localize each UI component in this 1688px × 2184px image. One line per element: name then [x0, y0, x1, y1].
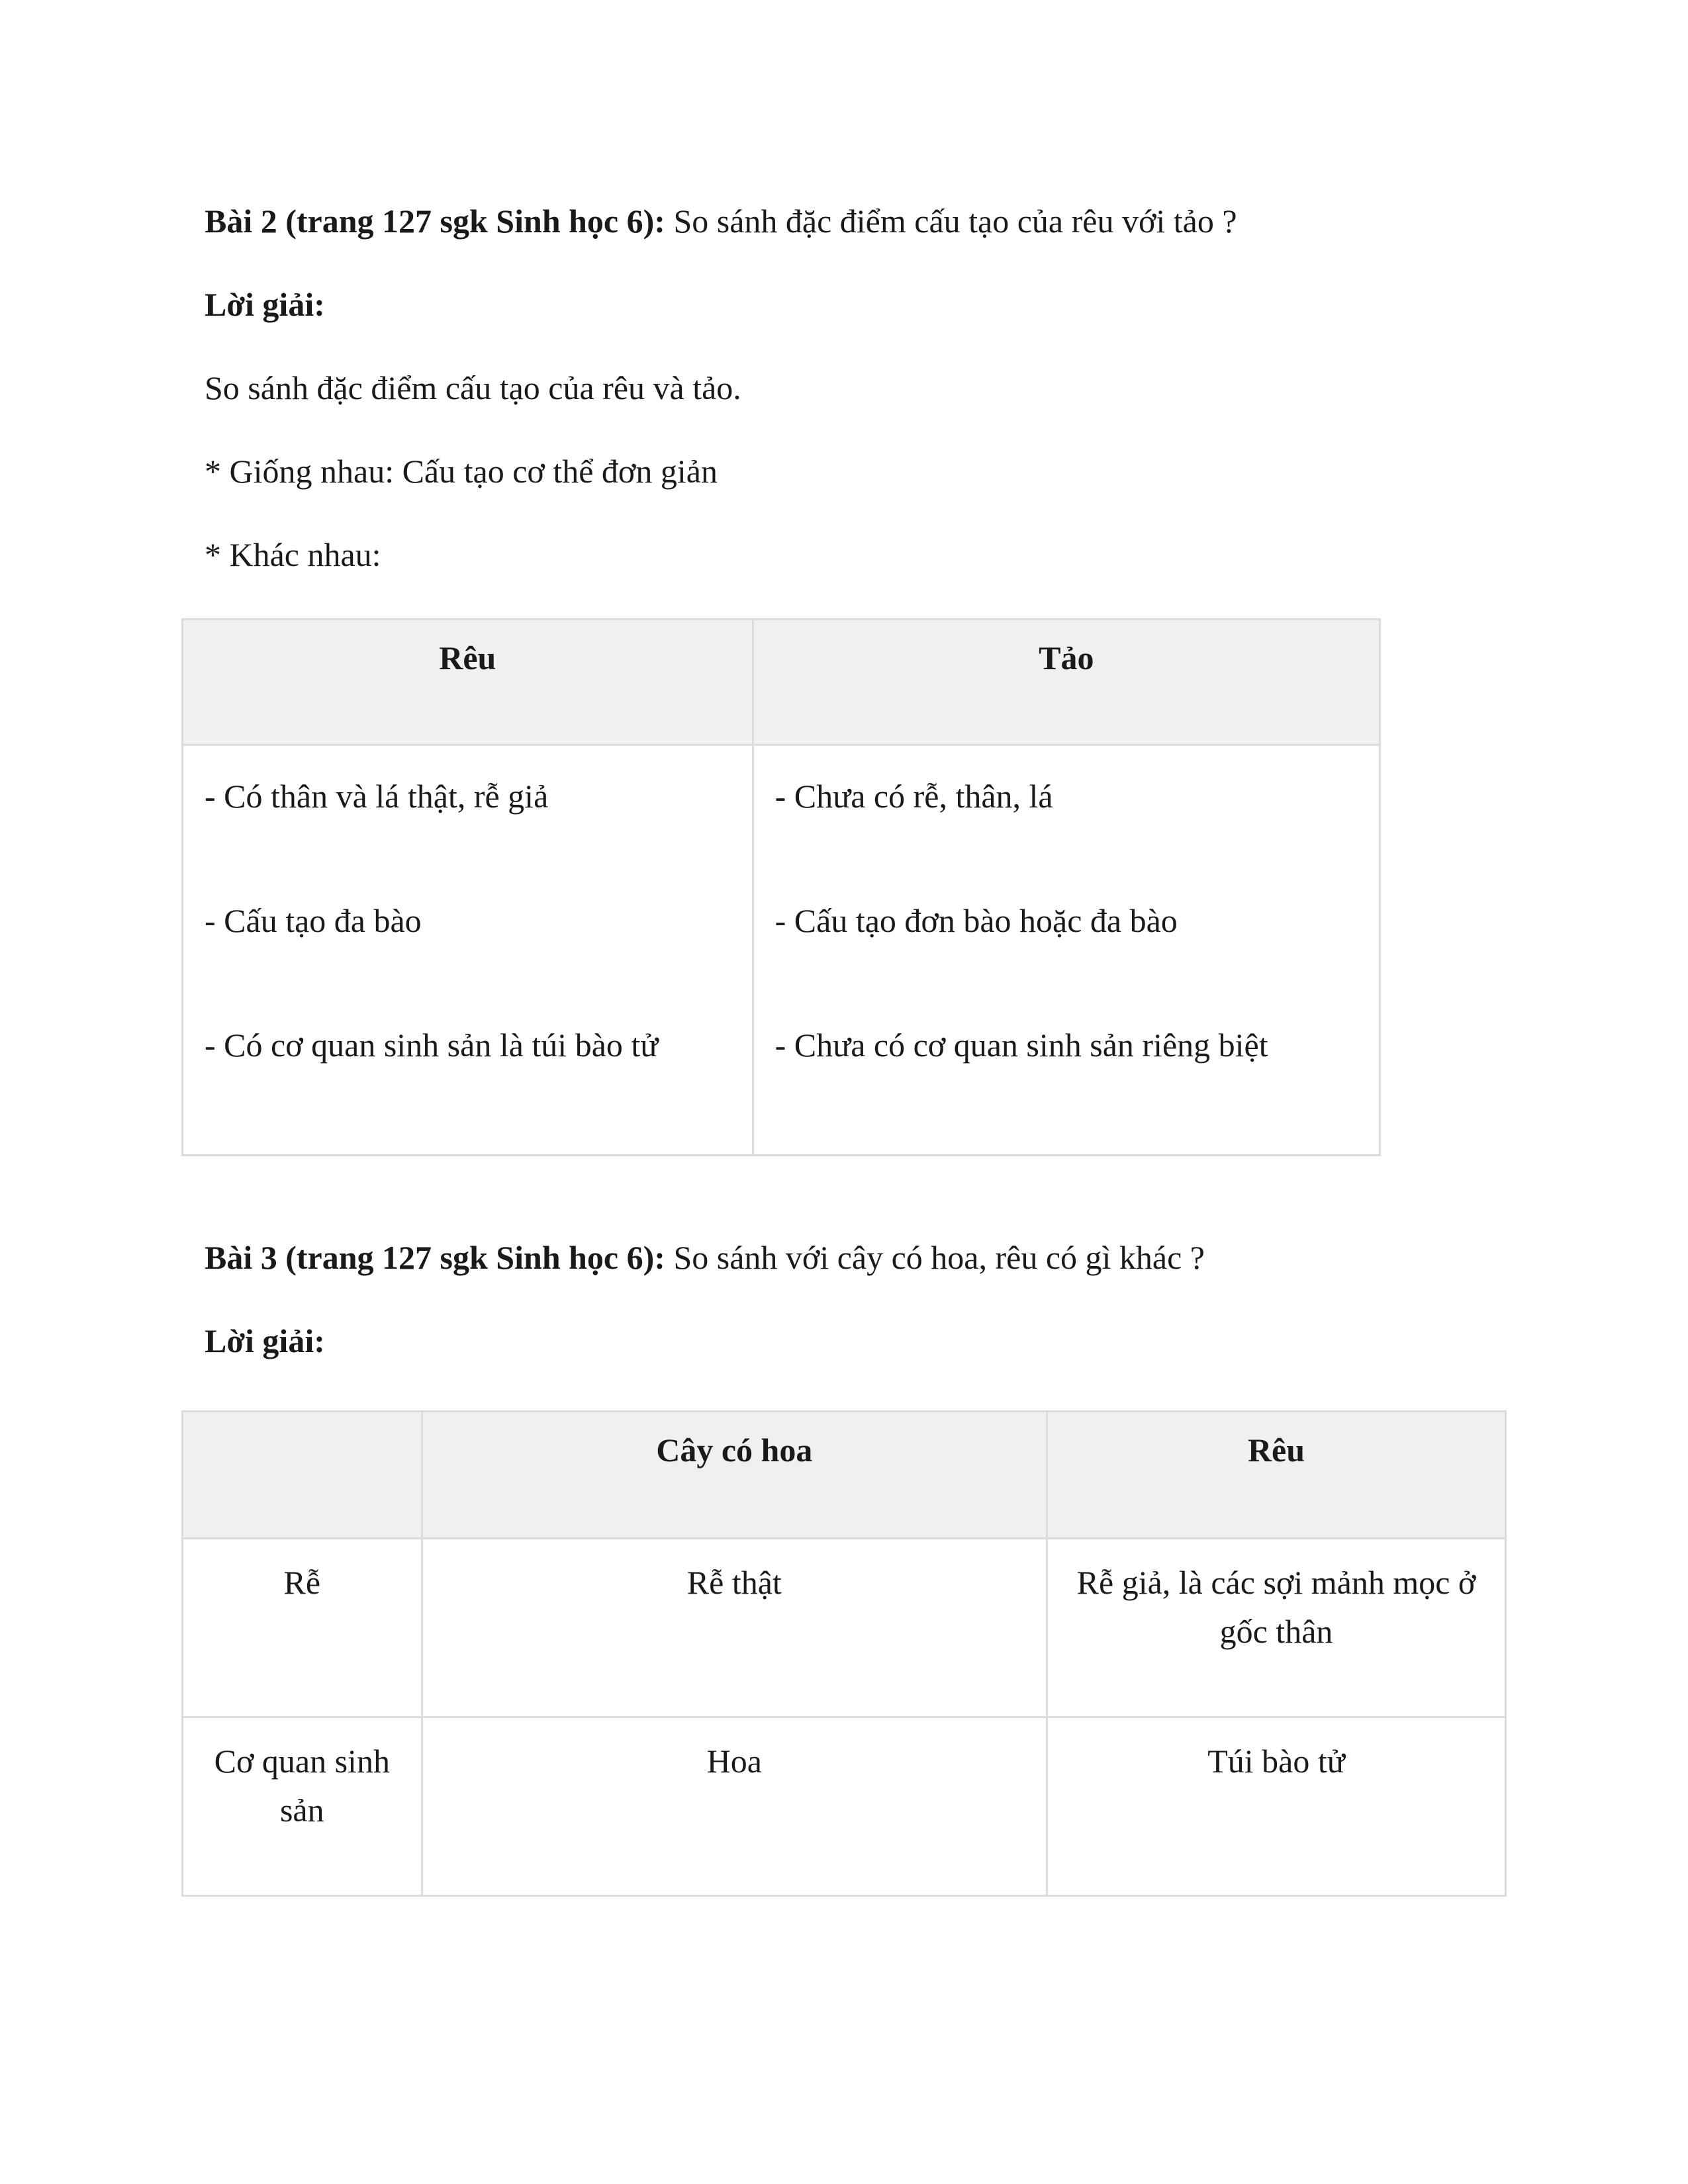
table-header-row [183, 619, 1380, 745]
bai2-question-text: So sánh đặc điểm cấu tạo của rêu với tảo ? [665, 203, 1237, 240]
bai3-answer-label: Lời giải: [205, 1322, 325, 1359]
cell-reu [183, 745, 753, 1156]
header-empty [183, 1412, 422, 1539]
bai2-answer-label: Lời giải: [205, 286, 325, 323]
cell-cay-co-hoa [422, 1539, 1047, 1717]
cell-text: Rễ thật [686, 1564, 782, 1601]
row-label [183, 1539, 422, 1717]
cell-reu [1047, 1539, 1506, 1717]
header-cay-co-hoa: Cây có hoa [422, 1412, 1047, 1539]
header-reu: Rêu [183, 619, 753, 745]
comparison-table-cay-co-hoa-reu [181, 1410, 1507, 1897]
bai2-different: * Khác nhau: [205, 536, 381, 573]
tao-point: - Cấu tạo đơn bào hoặc đa bào [774, 902, 1178, 939]
row-label-text: Cơ quan sinh sản [214, 1743, 390, 1829]
cell-tao [753, 745, 1380, 1156]
cell-text: Hoa [706, 1743, 762, 1780]
bai3-question-text: So sánh với cây có hoa, rêu có gì khác ? [665, 1239, 1205, 1276]
cell-text: Rễ giả, là các sợi mảnh mọc ở gốc thân [1076, 1564, 1476, 1650]
table-row [183, 1539, 1506, 1717]
reu-point: - Cấu tạo đa bào [205, 902, 422, 939]
row-label-text: Rễ [283, 1564, 321, 1601]
bai2-similar: * Giống nhau: Cấu tạo cơ thể đơn giản [205, 453, 718, 490]
reu-point: - Có cơ quan sinh sản là túi bào tử [205, 1026, 659, 1064]
bai3-question [205, 1236, 1205, 1279]
cell-text: Túi bào tử [1207, 1743, 1345, 1780]
row-label [183, 1717, 422, 1896]
bai2-intro: So sánh đặc điểm cấu tạo của rêu và tảo. [205, 369, 741, 406]
bai2-question [205, 200, 1237, 242]
tao-point: - Chưa có cơ quan sinh sản riêng biệt [774, 1026, 1268, 1064]
table-row [183, 745, 1380, 1156]
header-reu: Rêu [1047, 1412, 1506, 1539]
reu-point: - Có thân và lá thật, rễ giả [205, 778, 549, 815]
header-tao: Tảo [753, 619, 1380, 745]
cell-reu [1047, 1717, 1506, 1896]
table-header-row [183, 1412, 1506, 1539]
tao-point: - Chưa có rễ, thân, lá [774, 778, 1053, 815]
table-row [183, 1717, 1506, 1896]
bai2-title: Bài 2 (trang 127 sgk Sinh học 6): [205, 203, 665, 240]
bai3-title: Bài 3 (trang 127 sgk Sinh học 6): [205, 1239, 665, 1276]
cell-cay-co-hoa [422, 1717, 1047, 1896]
comparison-table-reu-tao [181, 618, 1381, 1156]
